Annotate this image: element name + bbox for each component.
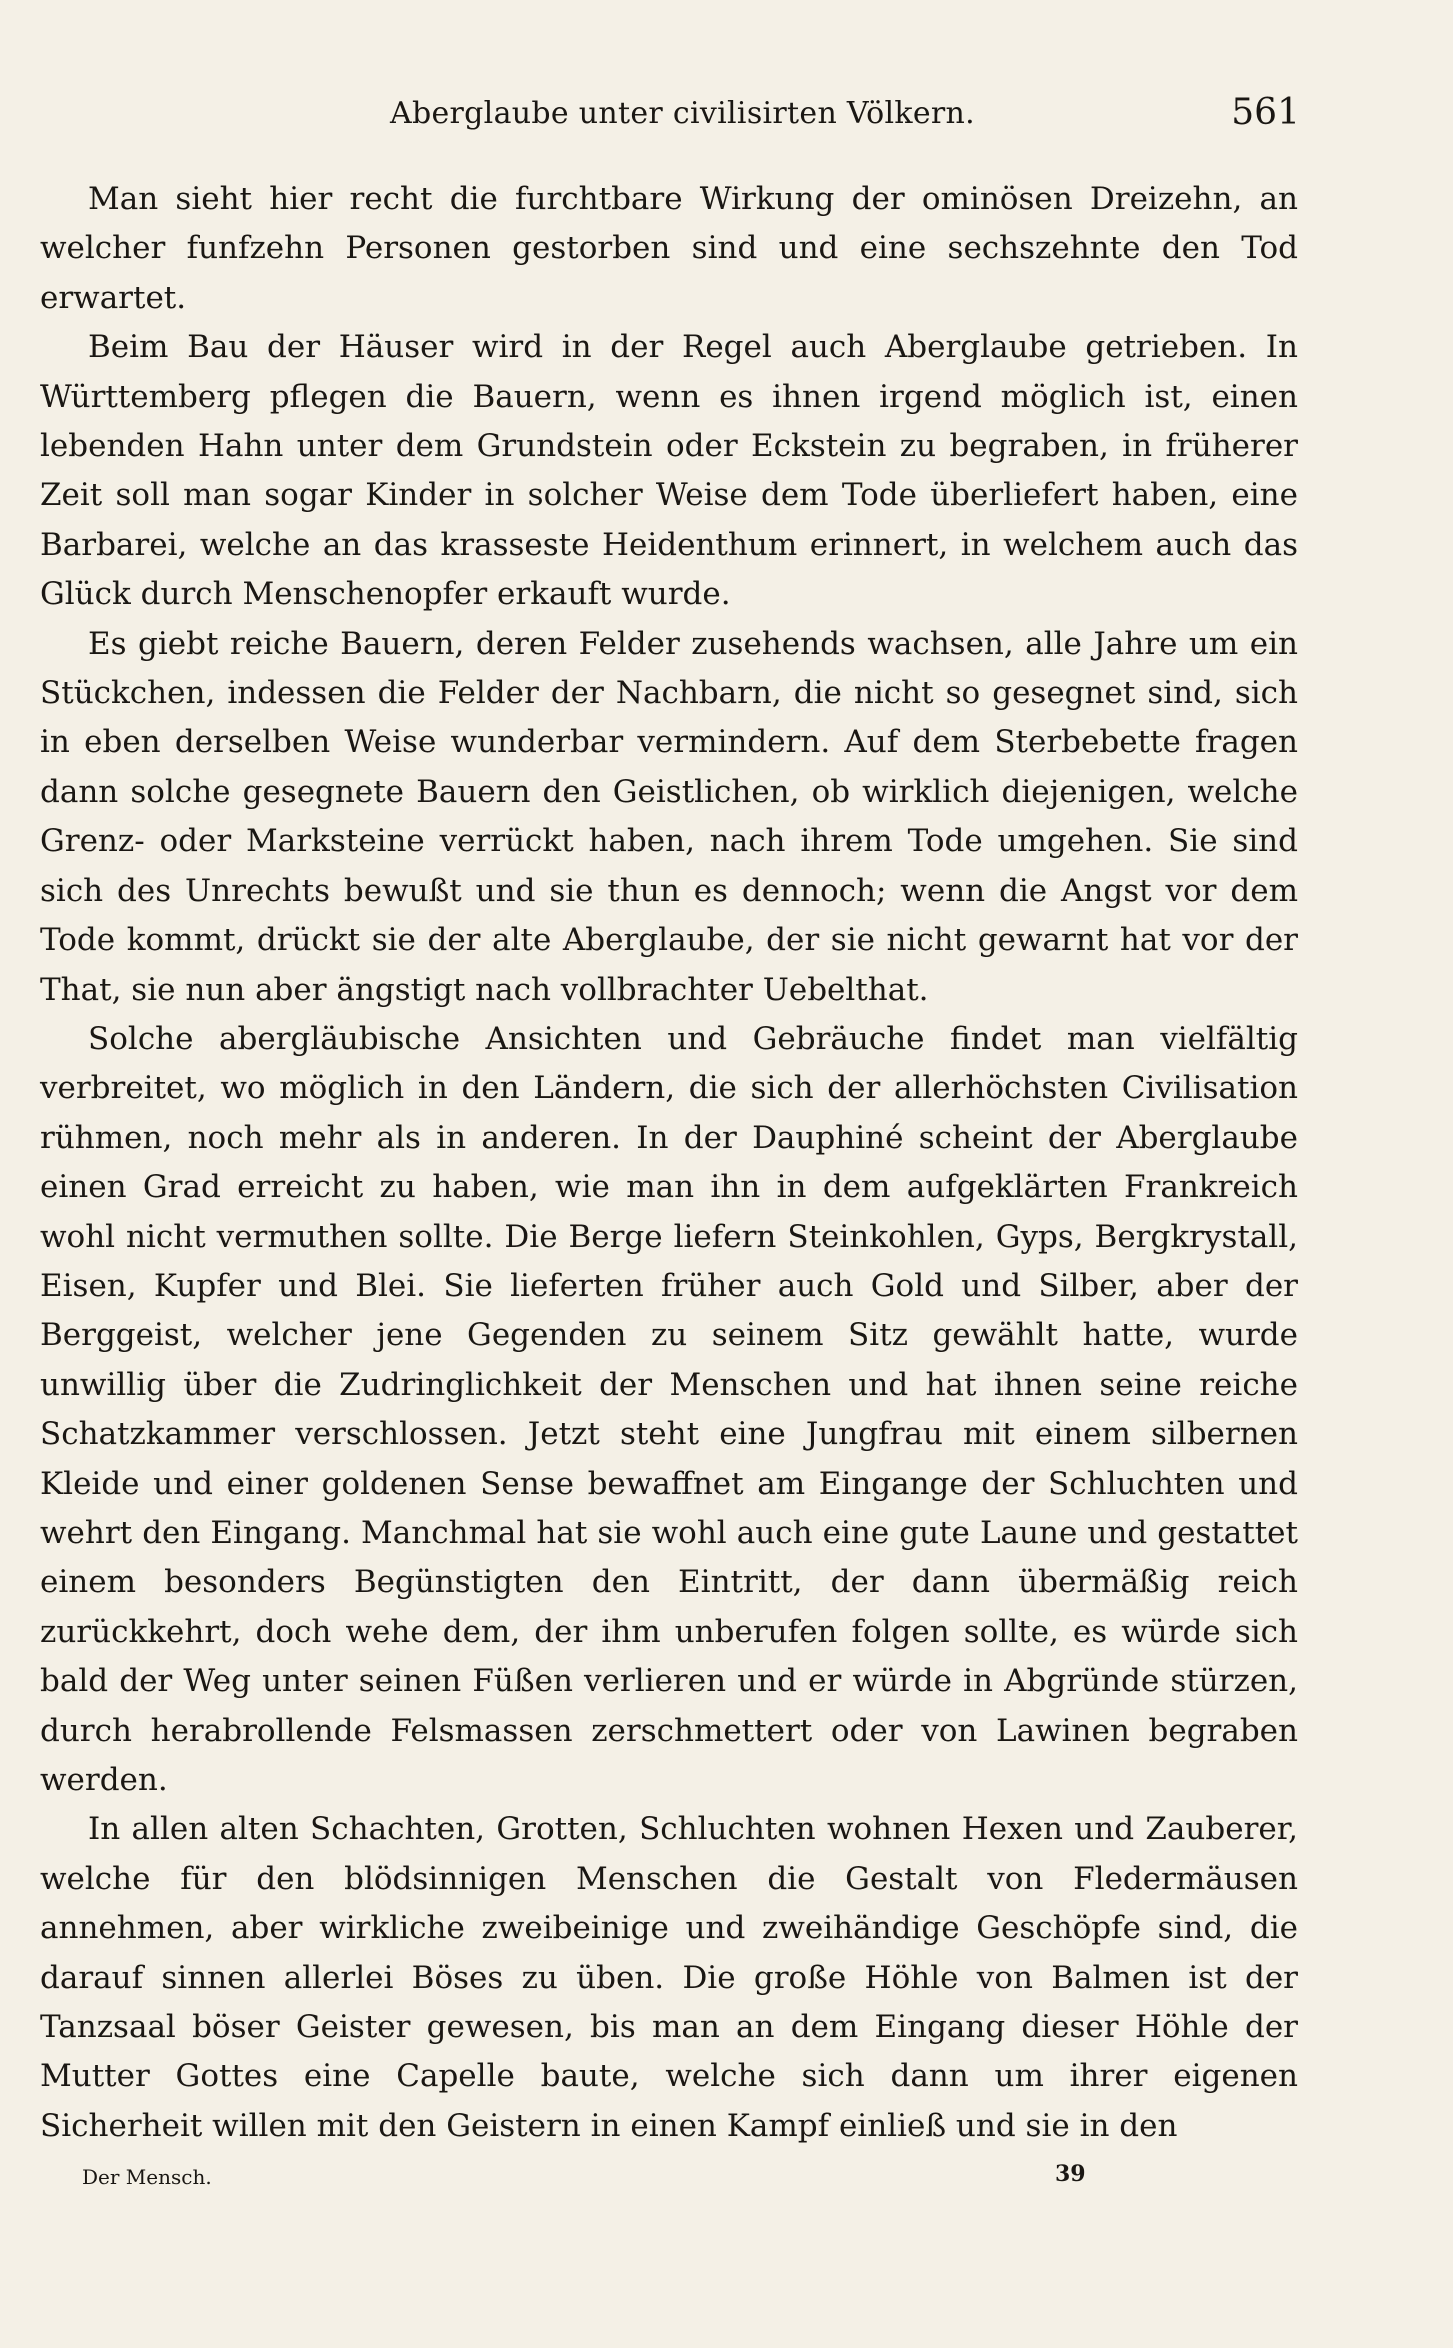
paragraph-5: In allen alten Schachten, Grotten, Schluchten wohnen Hexen und Zauberer, welche für den blödsinnigen Menschen die Gestalt von Fledermäusen annehmen, aber wirkliche zweibeinige und zweihändige Geschöpfe sind, die darauf sinnen allerlei Böses zu üben. Die große Höhle von Balmen ist der Tanzsaal böser Geister gewesen, bis man an dem Eingang dieser Höhle der Mutter Gottes eine Capelle baute, welche sich dann um ihrer eigenen Sicherheit willen mit den Geistern in einen Kampf einließ und sie in den xyxy=(40,1811,1298,2144)
paragraph-4: Solche abergläubische Ansichten und Gebräuche findet man vielfältig verbreitet, wo möglich in den Ländern, die sich der allerhöchsten Civilisation rühmen, noch mehr als in anderen. In der Dauphiné scheint der Aberglaube einen Grad erreicht zu haben, wie man ihn in dem aufgeklärten Frankreich wohl nicht vermuthen sollte. Die Berge liefern Steinkohlen, Gyps, Bergkrystall, Eisen, Kupfer und Blei. Sie lieferten früher auch Gold und Silber, aber der Berggeist, welcher jene Gegenden zu seinem Sitz gewählt hatte, wurde unwillig über die Zudringlichkeit der Menschen und hat ihnen seine reiche Schatzkammer verschlossen. Jetzt steht eine Jungfrau mit einem silbernen Kleide und einer goldenen Sense bewaffnet am Eingange der Schluchten und wehrt den Eingang. Manchmal hat sie wohl auch eine gute Laune und gestattet einem besonders Begünstigten den Eintritt, der dann übermäßig reich zurückkehrt, doch wehe dem, der ihm unberufen folgen sollte, es würde sich bald der Weg unter seinen Füßen verlieren und er würde in Abgründe stürzen, durch herabrollende Felsmassen zerschmettert oder von Lawinen begraben werden. xyxy=(40,1020,1298,1798)
paragraph-3: Es giebt reiche Bauern, deren Felder zusehends wachsen, alle Jahre um ein Stückchen, indessen die Felder der Nachbarn, die nicht so gesegnet sind, sich in eben derselben Weise wunderbar vermindern. Auf dem Sterbebette fragen dann solche gesegnete Bauern den Geistlichen, ob wirklich diejenigen, welche Grenz- oder Marksteine verrückt haben, nach ihrem Tode umgehen. Sie sind sich des Unrechts bewußt und sie thun es dennoch; wenn die Angst vor dem Tode kommt, drückt sie der alte Aberglaube, der sie nicht gewarnt hat vor der That, sie nun aber ängstigt nach vollbrachter Uebelthat. xyxy=(40,625,1298,1008)
sheet-number: 39 xyxy=(1055,2161,1086,2187)
running-head: Aberglaube unter civilisirten Völkern. xyxy=(390,96,976,131)
paragraph-1: Man sieht hier recht die furchtbare Wirkung der ominösen Dreizehn, an welcher funfzehn Personen gestorben sind und eine sechszehnte den Tod erwartet. xyxy=(40,181,1298,316)
signature-mark: Der Mensch. xyxy=(82,2165,212,2189)
paragraph-2: Beim Bau der Häuser wird in der Regel auch Aberglaube getrieben. In Württemberg pflegen die Bauern, wenn es ihnen irgend möglich ist, einen lebenden Hahn unter dem Grundstein oder Eckstein zu begraben, in früherer Zeit soll man sogar Kinder in solcher Weise dem Tode überliefert haben, eine Barbarei, welche an das krasseste Heidenthum erinnert, in welchem auch das Glück durch Menschenopfer erkauft wurde. xyxy=(40,329,1298,613)
page-number: 561 xyxy=(1231,92,1300,133)
body-text xyxy=(40,175,1298,2151)
page-header xyxy=(40,92,1300,140)
page-footer xyxy=(40,2161,1300,2205)
